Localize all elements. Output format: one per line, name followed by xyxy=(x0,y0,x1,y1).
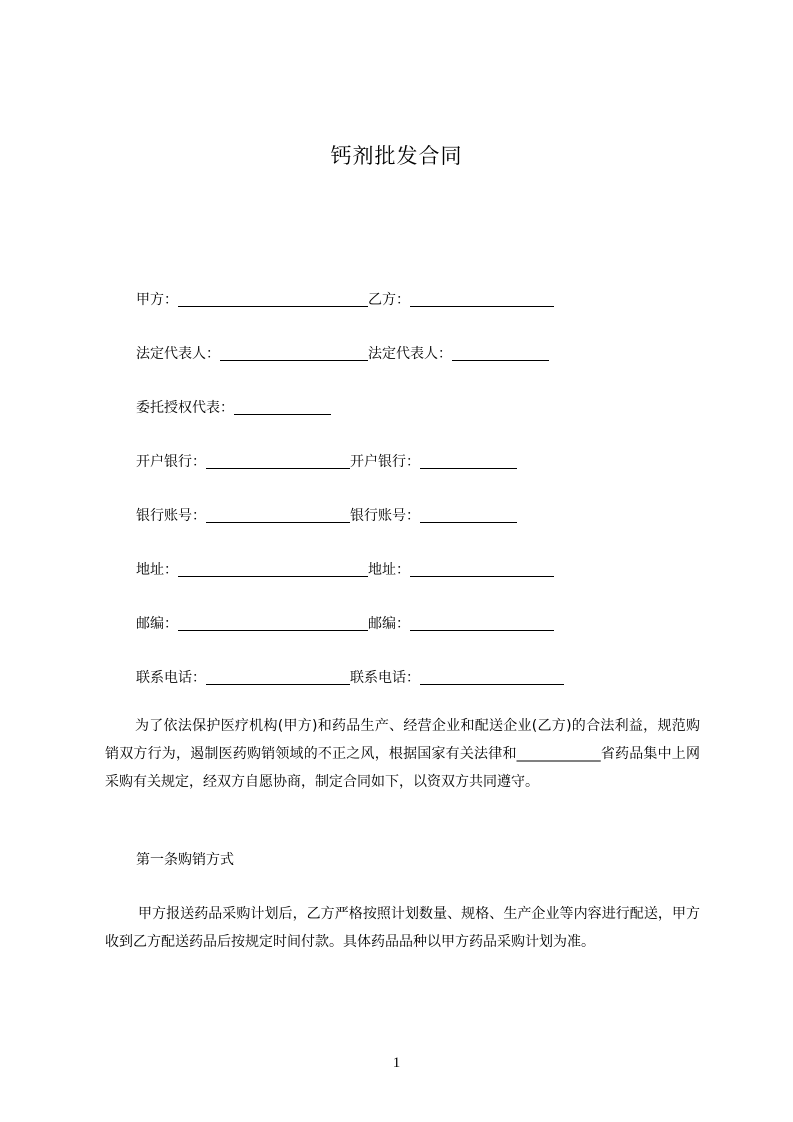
party-b-legal-rep-label: 法定代表人： xyxy=(368,346,452,362)
party-b-address-label: 地址： xyxy=(368,562,410,578)
party-a-account-blank[interactable] xyxy=(206,508,350,523)
party-b-account-blank[interactable] xyxy=(420,508,517,523)
field-row-authorized-rep xyxy=(136,398,331,418)
party-a-legal-rep-blank[interactable] xyxy=(220,346,368,361)
field-row-address xyxy=(136,560,554,580)
field-row-account xyxy=(136,506,517,526)
party-a-bank-blank[interactable] xyxy=(206,454,350,469)
party-a-postcode-blank[interactable] xyxy=(178,616,368,631)
party-a-label: 甲方： xyxy=(136,292,178,308)
party-b-blank[interactable] xyxy=(410,292,554,307)
party-a-account-label: 银行账号： xyxy=(136,508,206,524)
party-b-postcode-blank[interactable] xyxy=(410,616,554,631)
party-b-postcode-label: 邮编： xyxy=(368,616,410,632)
party-b-legal-rep-blank[interactable] xyxy=(452,346,549,361)
party-b-label: 乙方： xyxy=(368,292,410,308)
field-row-postcode xyxy=(136,614,554,634)
party-a-address-blank[interactable] xyxy=(178,562,368,577)
article-1-body-block xyxy=(105,900,700,956)
field-row-party xyxy=(136,290,554,310)
party-b-bank-blank[interactable] xyxy=(420,454,517,469)
authorized-rep-blank[interactable] xyxy=(234,400,331,415)
party-b-phone-label: 联系电话： xyxy=(350,670,420,686)
party-b-address-blank[interactable] xyxy=(410,562,554,577)
party-b-bank-label: 开户银行： xyxy=(350,454,420,470)
field-row-phone xyxy=(136,668,564,688)
authorized-rep-label: 委托授权代表： xyxy=(136,400,234,416)
party-b-phone-blank[interactable] xyxy=(420,670,564,685)
party-a-legal-rep-label: 法定代表人： xyxy=(136,346,220,362)
article-1-body: 甲方报送药品采购计划后，乙方严格按照计划数量、规格、生产企业等内容进行配送，甲方收到乙方配送药品后按规定时间付款。具体药品品种以甲方药品采购计划为准。 xyxy=(105,906,700,950)
page-number: 1 xyxy=(392,1055,401,1071)
article-1-heading: 第一条购销方式 xyxy=(136,852,234,868)
intro-paragraph-block xyxy=(105,712,700,796)
party-a-phone-blank[interactable] xyxy=(206,670,350,685)
party-a-phone-label: 联系电话： xyxy=(136,670,206,686)
party-b-account-label: 银行账号： xyxy=(350,508,420,524)
intro-paragraph: 为了依法保护医疗机构(甲方)和药品生产、经营企业和配送企业(乙方)的合法利益，规范购销双方行为，遏制医药购销领域的不正之风，根据国家有关法律和____________省药品集中上网采购有关规定，经双方自愿协商，制定合同如下，以资双方共同遵守。 xyxy=(105,718,700,790)
document-title: 钙剂批发合同 xyxy=(330,144,463,168)
field-row-legal-rep xyxy=(136,344,549,364)
field-row-bank xyxy=(136,452,517,472)
party-a-postcode-label: 邮编： xyxy=(136,616,178,632)
party-a-blank[interactable] xyxy=(178,292,368,307)
party-a-bank-label: 开户银行： xyxy=(136,454,206,470)
party-a-address-label: 地址： xyxy=(136,562,178,578)
